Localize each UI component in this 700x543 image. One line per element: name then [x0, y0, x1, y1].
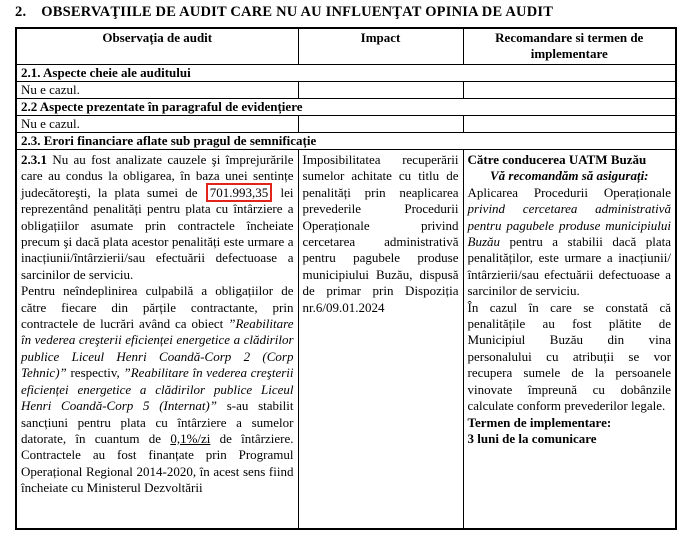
page-title [15, 4, 685, 21]
paragraph [468, 168, 672, 184]
section-2-3-label: 2.3. Erori financiare aflate sub pragul de semnificație [16, 133, 676, 150]
text-run: 2.3.1 [21, 152, 53, 167]
paragraph [303, 152, 459, 316]
section-2-1-label: 2.1. Aspecte cheie ale auditului [16, 65, 676, 82]
paragraph [468, 152, 672, 168]
text-run: respectiv, [66, 365, 124, 381]
empty-recommendation-cell [463, 82, 676, 99]
empty-recommendation-cell [463, 116, 676, 133]
paragraph [468, 431, 672, 447]
text-run: pentru a stabilii dacă plata penalităților, este urmare a inacțiunii/întârzierii/sau efectuării defectuoase a sarcinilor de serviciu. [467, 234, 671, 299]
section-row-2-3 [16, 133, 676, 150]
section-2-2-label: 2.2 Aspecte prezentate în paragraful de evidențiere [16, 99, 676, 116]
text-run: Termen de implementare: [467, 414, 612, 430]
paragraph [21, 283, 294, 496]
section-2-2-observation: Nu e cazul. [16, 116, 298, 133]
finding-row-2-3-1 [16, 150, 676, 530]
text-run: Imposibilitatea recuperării sumelor achitate cu titlu de penalități prin neaplicarea prevederile Procedurii Operaționale privind cercetarea administrativă pentru pagubele produse municipiului Buzău, dispusă de primar prin Dispoziția nr.6/09.01.2024 [302, 152, 459, 315]
text-run: s-au stabilit sancțiuni pentru plata cu întârziere a sumelor datorate, în cuantum de [21, 398, 294, 446]
title-text: OBSERVAŢIILE DE AUDIT CARE NU AU INFLUENŢAT OPINIA DE AUDIT [41, 4, 554, 20]
text-run: Către conducerea UATM Buzău [467, 152, 647, 167]
table-row [16, 116, 676, 133]
title-number: 2. [15, 4, 27, 20]
section-row-2-1 [16, 65, 676, 82]
text-run: Pentru neîndeplinirea culpabilă a obligațiilor de către fiecare din părțile contractante, prin contractele de lucrări având ca obiect [21, 283, 294, 332]
paragraph [21, 152, 294, 283]
section-2-1-observation: Nu e cazul. [16, 82, 298, 99]
audit-observations-table [15, 27, 677, 530]
text-run: de întârziere. Contractele au fost finanțate prin Programul Operațional Regional 2014-2020, în acest sens fiind încheiate cu Ministerul Dezvoltării [21, 430, 294, 496]
highlighted-amount-box: 701.993,35 [206, 183, 273, 202]
section-row-2-2 [16, 99, 676, 116]
col-header-recommendation: Recomandare si termen de implementare [463, 28, 676, 65]
text-run: Aplicarea Procedurii Operaționale [467, 184, 671, 200]
text-run: ”Reabilitare în vederea creşterii eficienței energetice a clădirilor publice Liceul Henri Coandă-Corp 2 (Corp Tehnic)” [21, 316, 294, 381]
table-row [16, 82, 676, 99]
impact-cell [299, 150, 463, 528]
text-run: Vă recomandăm să asigurați: [489, 168, 649, 184]
text-run: 0,1%/zi [170, 430, 211, 446]
paragraph [468, 185, 672, 300]
text-run: 3 luni de la comunicare [467, 430, 597, 446]
paragraph [468, 300, 672, 415]
text-run: lei reprezentând penalități pentru plata cu întârziere a obligațiilor asumate prin contractele încheiate precum şi dacă plata acestor penalități este urmare a inacțiunii/întârzierii/sau efectuării defectuoase a sarcinilor de serviciu. [21, 184, 294, 282]
text-run: Nu au fost analizate cauzele şi împrejurările care au condus la obligarea, în baza unei sentințe judecătoreşti, la plata sumei de [21, 152, 294, 200]
empty-impact-cell [298, 82, 463, 99]
observation-cell [17, 150, 298, 528]
text-run: privind cercetarea administrativă pentru pagubele produse municipiului Buzău [467, 201, 671, 250]
empty-impact-cell [298, 116, 463, 133]
text-run: În cazul în care se constată că penalitățile au fost plătite de Municipiul Buzău din vina personalului cu atribuții se vor recupera sumele de la persoanele vinovate împreună cu dobânzile calculate conform prevederilor legale. [467, 299, 671, 414]
text-run: ”Reabilitare în vederea creşterii eficienței energetice a clădirilor publice Liceul Henri Coandă-Corp 5 (Internat)” [21, 365, 294, 414]
col-header-impact: Impact [298, 28, 463, 65]
paragraph [468, 415, 672, 431]
recommendation-cell [464, 150, 676, 528]
header-row [16, 28, 676, 65]
col-header-observation: Observația de audit [16, 28, 298, 65]
